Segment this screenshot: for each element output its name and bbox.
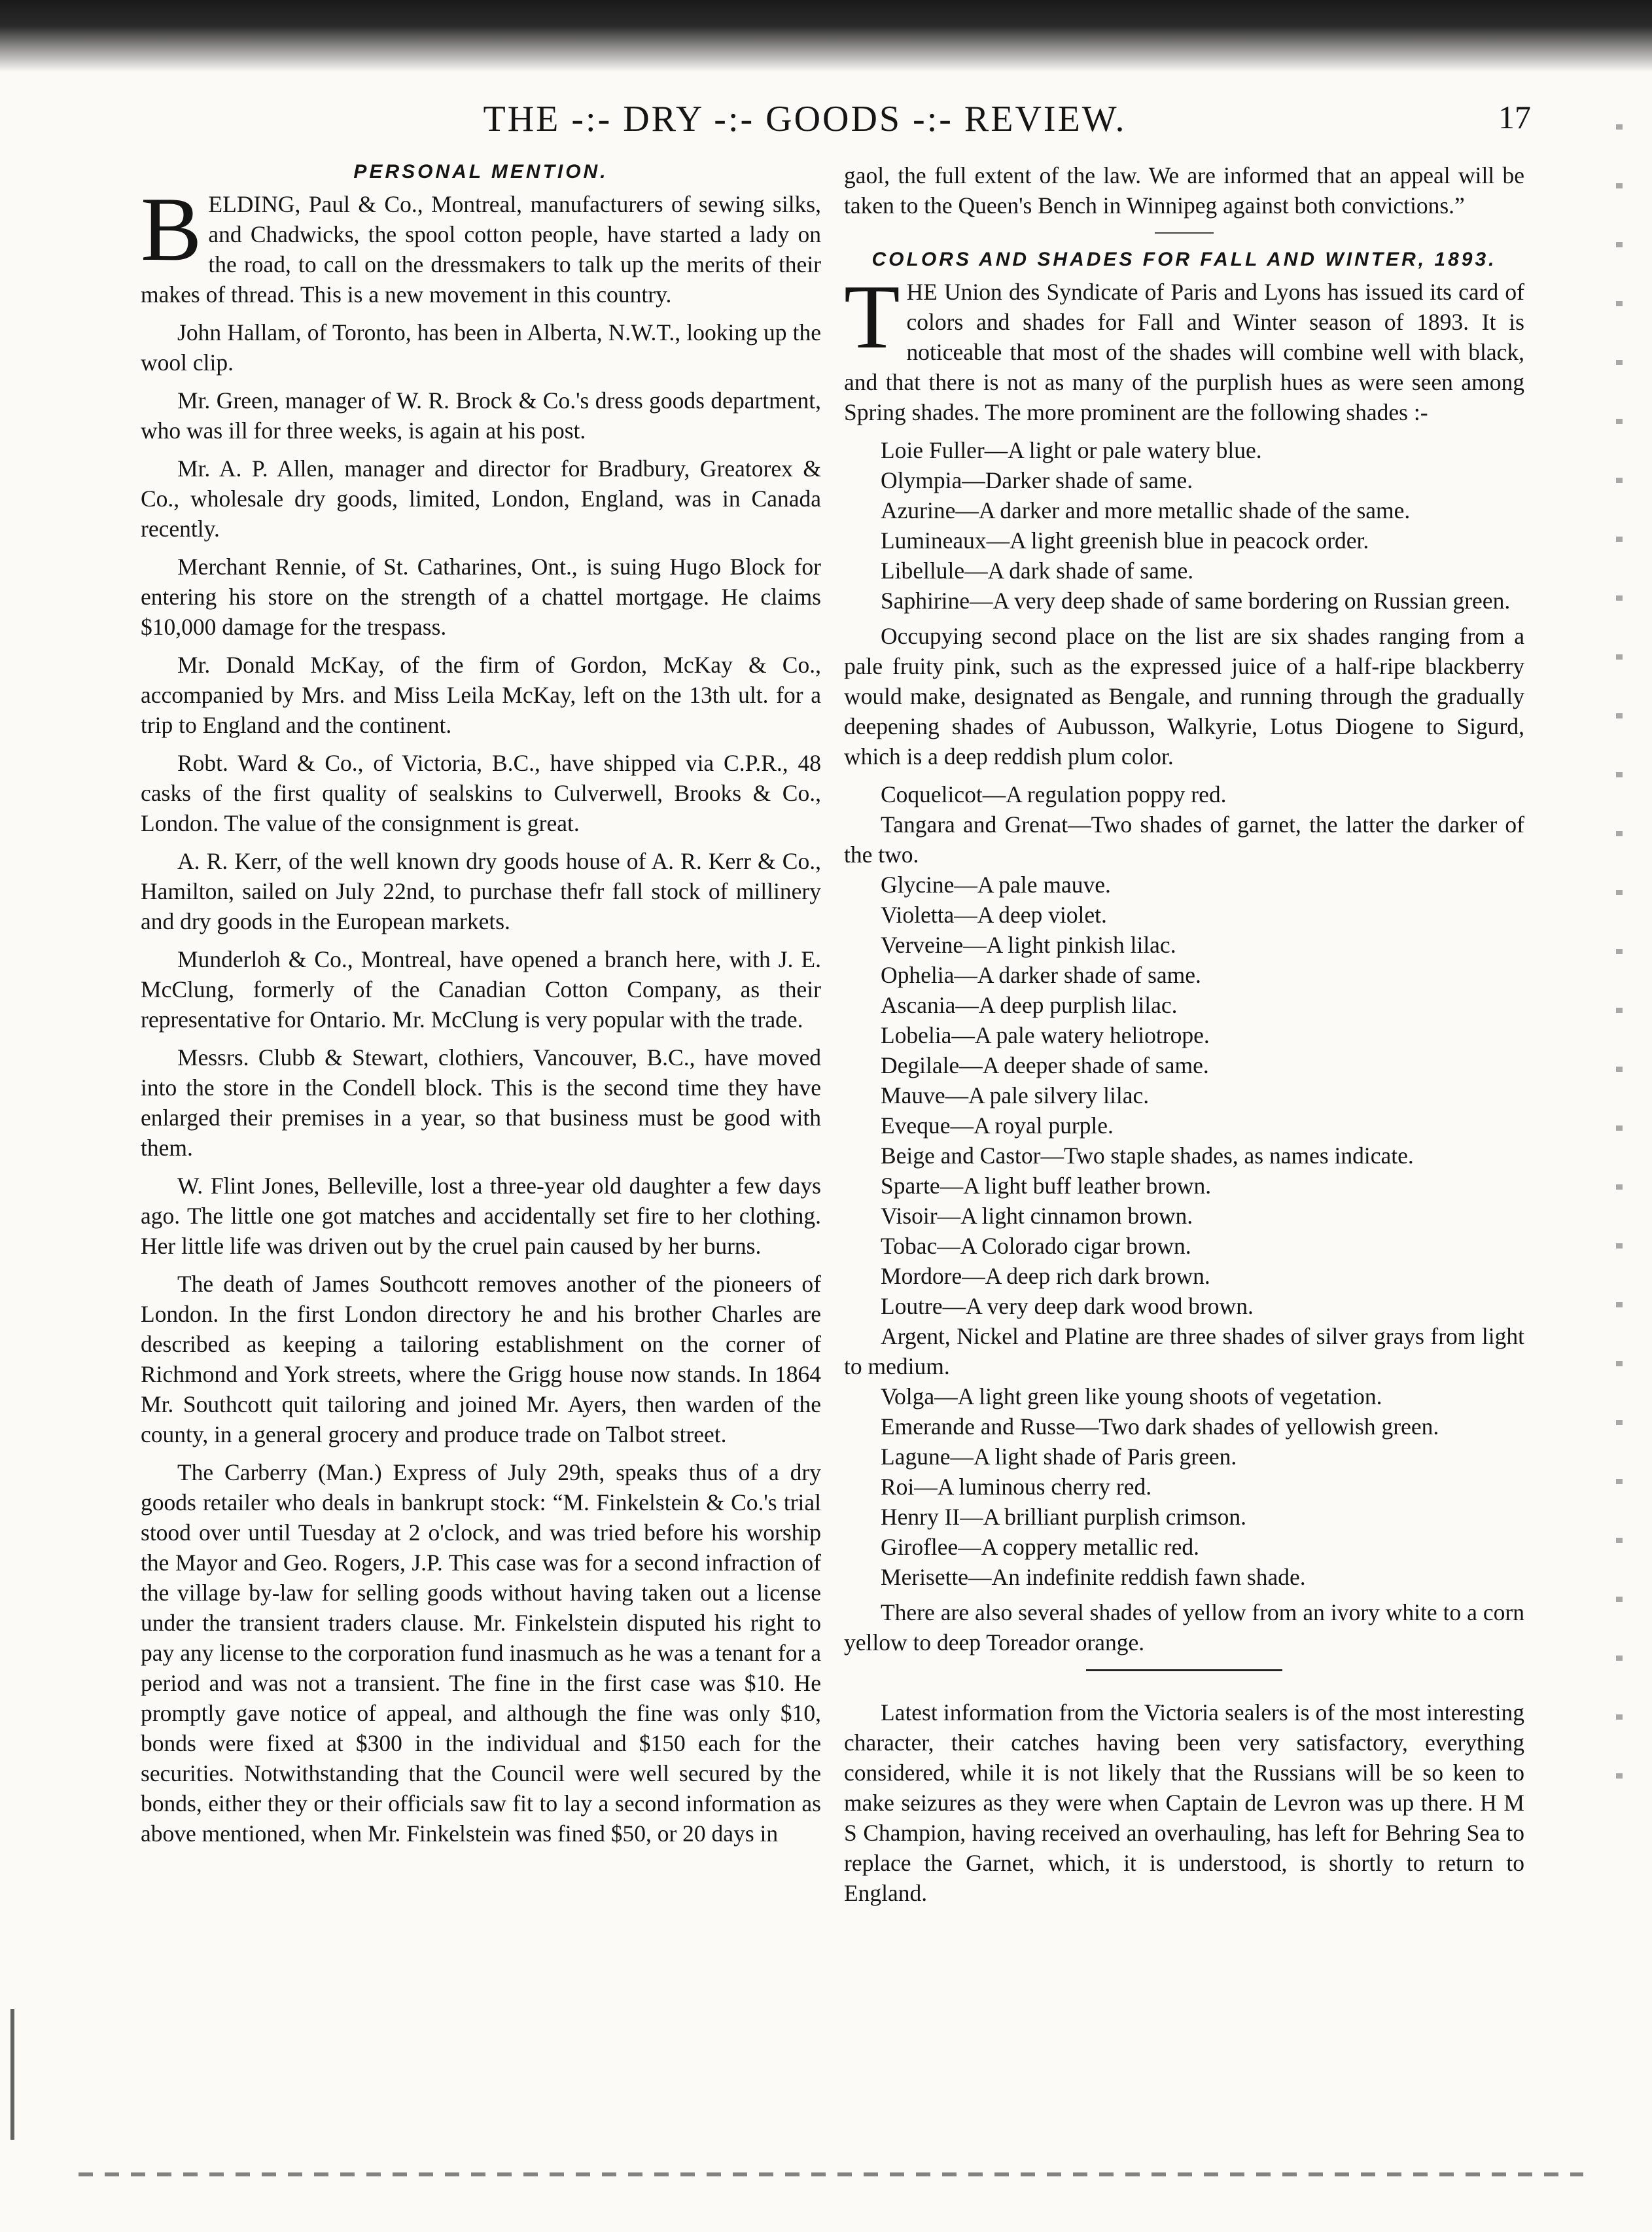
left-column bbox=[141, 160, 821, 1856]
right-column bbox=[844, 160, 1524, 1916]
masthead: THE -:- DRY -:- GOODS -:- REVIEW. bbox=[483, 99, 1127, 139]
shade-item: Eveque—A royal purple. bbox=[881, 1112, 1114, 1139]
paragraph: Mr. Donald McKay, of the firm of Gordon, McKay & Co., accompanied by Mrs. and Miss Leila McKay, left on the 13th ult. for a trip to England and the continent. bbox=[141, 652, 821, 738]
shade-item: Emerande and Russe—Two dark shades of yellowish green. bbox=[881, 1413, 1439, 1440]
shade-item: Volga—A light green like young shoots of vegetation. bbox=[881, 1383, 1382, 1409]
shade-item: Verveine—A light pinkish lilac. bbox=[881, 932, 1176, 958]
shade-item: Roi—A luminous cherry red. bbox=[881, 1474, 1152, 1500]
shade-item: Loie Fuller—A light or pale watery blue. bbox=[881, 437, 1262, 463]
drop-cap: T bbox=[844, 266, 900, 368]
divider-short bbox=[1155, 232, 1214, 234]
paragraph: Mr. A. P. Allen, manager and director for Bradbury, Greatorex & Co., wholesale dry goods, limited, London, England, was in Canada recently. bbox=[141, 455, 821, 542]
paragraph: Mr. Green, manager of W. R. Brock & Co.'s dress goods department, who was ill for three weeks, is again at his post. bbox=[141, 387, 821, 444]
shade-item: Lumineaux—A light greenish blue in peacock order. bbox=[881, 527, 1369, 554]
shade-item: Degilale—A deeper shade of same. bbox=[881, 1052, 1209, 1078]
paragraph: There are also several shades of yellow from an ivory white to a corn yellow to deep Toreador orange. bbox=[844, 1599, 1524, 1656]
section-title-colors-and-shades: COLORS AND SHADES FOR FALL AND WINTER, 1893. bbox=[871, 249, 1497, 270]
shade-item: Visoir—A light cinnamon brown. bbox=[881, 1203, 1193, 1229]
scan-edge-top bbox=[0, 0, 1652, 72]
section-title-personal-mention: PERSONAL MENTION. bbox=[353, 161, 608, 183]
shade-list bbox=[844, 435, 1524, 616]
shade-item: Libellule—A dark shade of same. bbox=[881, 558, 1194, 584]
shade-item: Azurine—A darker and more metallic shade of the same. bbox=[881, 497, 1411, 523]
paragraph: Latest information from the Victoria sealers is of the most interesting character, their catches having been very satisfactory, everything considered, while it is not likely that the Russians will be so keen to make seizures as they were when Captain de Levron was up there. H M S Champion, having received an overhauling, has left for Behring Sea to replace the Garnet, which, it is understood, is shortly to return to England. bbox=[844, 1699, 1524, 1906]
paragraph: Munderloh & Co., Montreal, have opened a branch here, with J. E. McClung, formerly of the Canadian Cotton Company, as their representative for Ontario. Mr. McClung is very popular with the trade. bbox=[141, 946, 821, 1033]
shade-item: Saphirine—A very deep shade of same bordering on Russian green. bbox=[881, 588, 1511, 614]
paragraph: A. R. Kerr, of the well known dry goods house of A. R. Kerr & Co., Hamilton, sailed on July 22nd, to purchase thefr fall stock of millinery and dry goods in the European markets. bbox=[141, 848, 821, 934]
paragraph: The Carberry (Man.) Express of July 29th, speaks thus of a dry goods retailer who deals in bankrupt stock: “M. Finkelstein & Co.'s trial stood over until Tuesday at 2 o'clock, and was tried before his worship the Mayor and Geo. Rogers, J.P. This case was for a second infraction of the village by-law for selling goods without having taken out a license under the transient traders clause. Mr. Finkelstein disputed his right to pay any license to the corporation fund inasmuch as he was a tenant for a period and was not a transient. The fine in the first case was $10. He promptly gave notice of appeal, and although the fine was only $10, bonds were fixed at $300 in the individual and $150 each for the securities. Notwithstanding that the Council were well secured by the bonds, either they or their officials saw fit to lay a second information as above mentioned, when Mr. Finkelstein was fined $50, or 20 days in bbox=[141, 1459, 821, 1847]
divider bbox=[1086, 1669, 1282, 1671]
scan-mark-left bbox=[10, 2009, 14, 2140]
shade-item: Argent, Nickel and Platine are three shades of silver grays from light to medium. bbox=[844, 1323, 1524, 1379]
page-header bbox=[79, 98, 1531, 144]
shade-item: Tangara and Grenat—Two shades of garnet, the latter the darker of the two. bbox=[844, 811, 1524, 868]
paragraph-text: HE Union des Syndicate of Paris and Lyons has issued its card of colors and shades for Fall and Winter season of 1893. It is noticeable that most of the shades will combine well with black, and that there is not as many of the purplish hues as were seen among Spring shades. The more prominent are the following shades :- bbox=[844, 279, 1524, 425]
paragraph-text: ELDING, Paul & Co., Montreal, manufacturers of sewing silks, and Chadwicks, the spool cotton people, have started a lady on the road, to call on the dressmakers to talk up the merits of their makes of thread. This is a new movement in this country. bbox=[141, 191, 821, 308]
paragraph: Occupying second place on the list are six shades ranging from a pale fruity pink, such as the expressed juice of a half-ripe blackberry would make, designated as Bengale, and running through the gradually deepening shades of Aubusson, Walkyrie, Lotus Diogene to Sigurd, which is a deep reddish plum color. bbox=[844, 623, 1524, 770]
shade-item: Ophelia—A darker shade of same. bbox=[881, 962, 1201, 988]
paragraph-intro bbox=[844, 266, 1524, 427]
shade-item: Lagune—A light shade of Paris green. bbox=[881, 1444, 1237, 1470]
shade-item: Olympia—Darker shade of same. bbox=[881, 467, 1193, 493]
shade-item: Coquelicot—A regulation poppy red. bbox=[881, 781, 1227, 807]
shade-item: Ascania—A deep purplish lilac. bbox=[881, 992, 1178, 1018]
paragraph: John Hallam, of Toronto, has been in Alberta, N.W.T., looking up the wool clip. bbox=[141, 319, 821, 376]
paragraph: Robt. Ward & Co., of Victoria, B.C., have shipped via C.P.R., 48 casks of the first quality of sealskins to Culverwell, Brooks & Co., London. The value of the consignment is great. bbox=[141, 750, 821, 836]
paragraph: W. Flint Jones, Belleville, lost a three-year old daughter a few days ago. The little one got matches and accidentally set fire to her clothing. Her little life was driven out by the cruel pain caused by her burns. bbox=[141, 1173, 821, 1259]
shade-item: Mauve—A pale silvery lilac. bbox=[881, 1082, 1150, 1108]
shade-item: Violetta—A deep violet. bbox=[881, 902, 1107, 928]
paragraph-belding bbox=[141, 179, 821, 310]
shade-item: Loutre—A very deep dark wood brown. bbox=[881, 1293, 1254, 1319]
shade-item: Beige and Castor—Two staple shades, as names indicate. bbox=[881, 1143, 1414, 1169]
drop-cap: B bbox=[141, 179, 202, 280]
scan-edge-bottom bbox=[79, 2172, 1583, 2176]
shade-item: Lobelia—A pale watery heliotrope. bbox=[881, 1022, 1210, 1048]
shade-item: Mordore—A deep rich dark brown. bbox=[881, 1263, 1210, 1289]
shade-list bbox=[844, 779, 1524, 1592]
shade-item: Giroflee—A coppery metallic red. bbox=[881, 1534, 1199, 1560]
paragraph: Messrs. Clubb & Stewart, clothiers, Vancouver, B.C., have moved into the store in the Condell block. This is the second time they have enlarged their premises in a year, so that business must be good with them. bbox=[141, 1044, 821, 1161]
shade-item: Sparte—A light buff leather brown. bbox=[881, 1173, 1212, 1199]
scan-edge-right bbox=[1616, 124, 1623, 1793]
shade-item: Glycine—A pale mauve. bbox=[881, 872, 1111, 898]
page-number: 17 bbox=[1498, 99, 1531, 135]
paragraph-continuation: gaol, the full extent of the law. We are informed that an appeal will be taken to the Queen's Bench in Winnipeg against both convictions.” bbox=[844, 162, 1524, 219]
shade-item: Henry II—A brilliant purplish crimson. bbox=[881, 1504, 1247, 1530]
paragraph: Merchant Rennie, of St. Catharines, Ont., is suing Hugo Block for entering his store on the strength of a chattel mortgage. He claims $10,000 damage for the trespass. bbox=[141, 554, 821, 640]
shade-item: Merisette—An indefinite reddish fawn shade. bbox=[881, 1564, 1306, 1590]
shade-item: Tobac—A Colorado cigar brown. bbox=[881, 1233, 1191, 1259]
paragraph: The death of James Southcott removes another of the pioneers of London. In the first London directory he and his brother Charles are described as keeping a tailoring establishment on the corner of Richmond and York streets, where the Grigg house now stands. In 1864 Mr. Southcott quit tailoring and joined Mr. Ayers, then warden of the county, in a general grocery and produce trade on Talbot street. bbox=[141, 1271, 821, 1447]
